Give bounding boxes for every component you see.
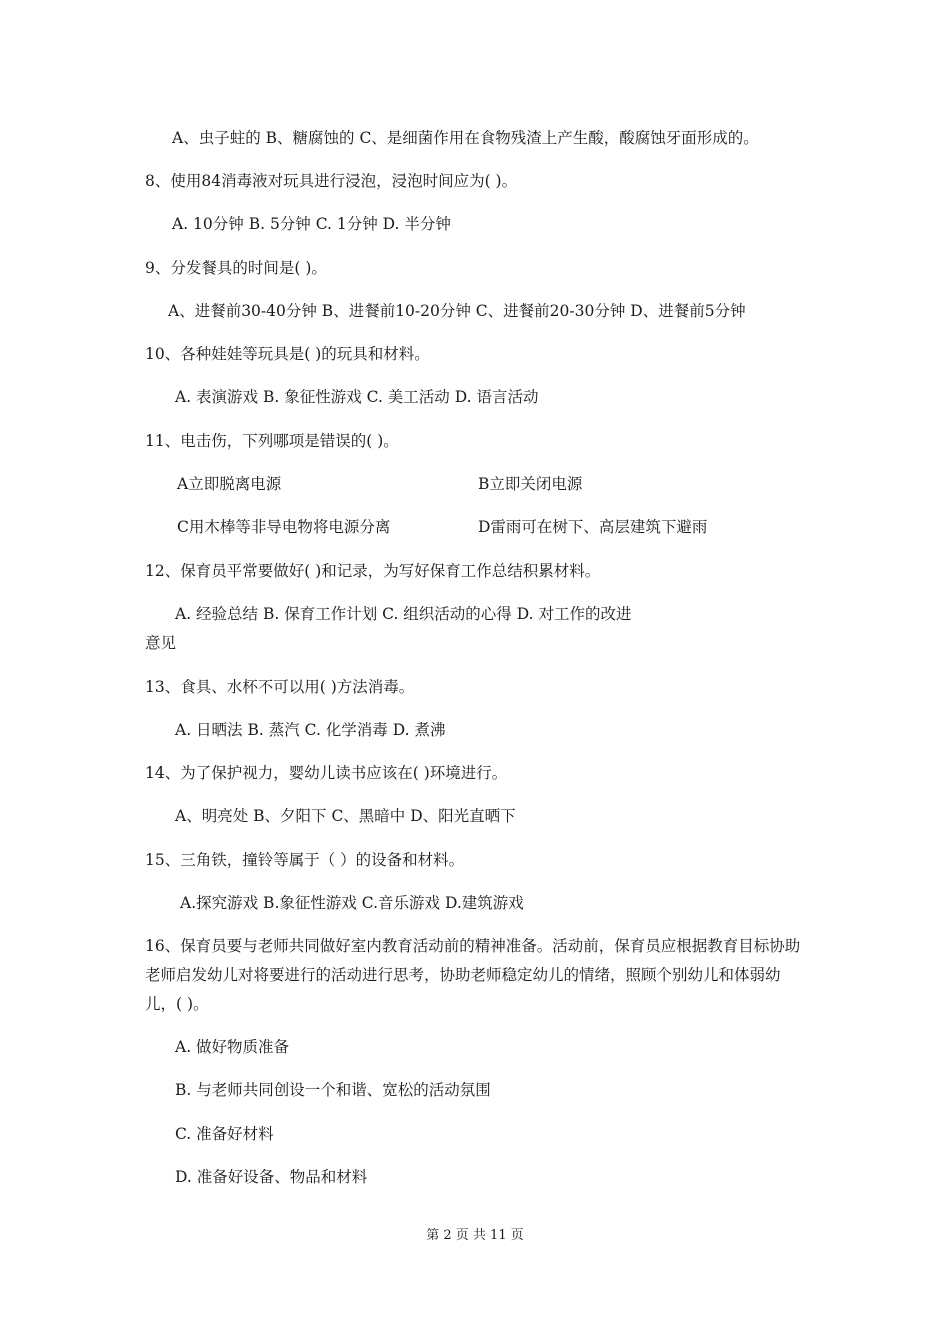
page-footer: 第 2 页 共 11 页 <box>426 1228 524 1243</box>
q10-options: A. 表演游戏 B. 象征性游戏 C. 美工活动 D. 语言活动 <box>175 388 539 406</box>
q11-stem: 11、电击伤，下列哪项是错误的( )。 <box>145 432 399 450</box>
q16-option-c: C. 准备好材料 <box>175 1125 274 1143</box>
q12-options-wrap: 意见 <box>145 634 177 652</box>
q16-stem: 16、保育员要与老师共同做好室内教育活动前的精神准备。活动前，保育员应根据教育目标协助老师启发幼儿对将要进行的活动进行思考，协助老师稳定幼儿的情绪，照顾个别幼儿和体弱幼儿，( )。 <box>145 937 801 1013</box>
q8-stem: 8、使用84消毒液对玩具进行浸泡，浸泡时间应为( )。 <box>145 172 518 190</box>
q11-option-a: A立即脱离电源 <box>177 475 282 493</box>
q9-options: A、进餐前30-40分钟 B、进餐前10-20分钟 C、进餐前20-30分钟 D、进餐前5分钟 <box>168 302 746 320</box>
q7-options: A、虫子蛀的 B、糖腐蚀的 C、是细菌作用在食物残渣上产生酸，酸腐蚀牙面形成的。 <box>172 129 759 147</box>
q11-option-c: C用木棒等非导电物将电源分离 <box>177 518 391 536</box>
q12-options: A. 经验总结 B. 保育工作计划 C. 组织活动的心得 D. 对工作的改进 <box>175 605 632 623</box>
q12-stem: 12、保育员平常要做好( )和记录，为写好保育工作总结积累材料。 <box>145 562 601 580</box>
q9-stem: 9、分发餐具的时间是( )。 <box>145 259 327 277</box>
q15-options: A.探究游戏 B.象征性游戏 C.音乐游戏 D.建筑游戏 <box>180 894 524 912</box>
q11-option-b: B立即关闭电源 <box>478 475 583 493</box>
q16-option-b: B. 与老师共同创设一个和谐、宽松的活动氛围 <box>175 1081 491 1099</box>
q15-stem: 15、三角铁，撞铃等属于（ ）的设备和材料。 <box>145 851 465 869</box>
q16-option-a: A. 做好物质准备 <box>175 1038 290 1056</box>
q16-option-d: D. 准备好设备、物品和材料 <box>175 1168 368 1186</box>
q13-options: A. 日晒法 B. 蒸汽 C. 化学消毒 D. 煮沸 <box>175 721 446 739</box>
q13-stem: 13、食具、水杯不可以用( )方法消毒。 <box>145 678 415 696</box>
q11-option-d: D雷雨可在树下、高层建筑下避雨 <box>478 518 708 536</box>
q14-options: A、明亮处 B、夕阳下 C、黑暗中 D、阳光直晒下 <box>175 807 516 825</box>
q8-options: A. 10分钟 B. 5分钟 C. 1分钟 D. 半分钟 <box>172 215 451 233</box>
q10-stem: 10、各种娃娃等玩具是( )的玩具和材料。 <box>145 345 430 363</box>
q14-stem: 14、为了保护视力，婴幼儿读书应该在( )环境进行。 <box>145 764 508 782</box>
